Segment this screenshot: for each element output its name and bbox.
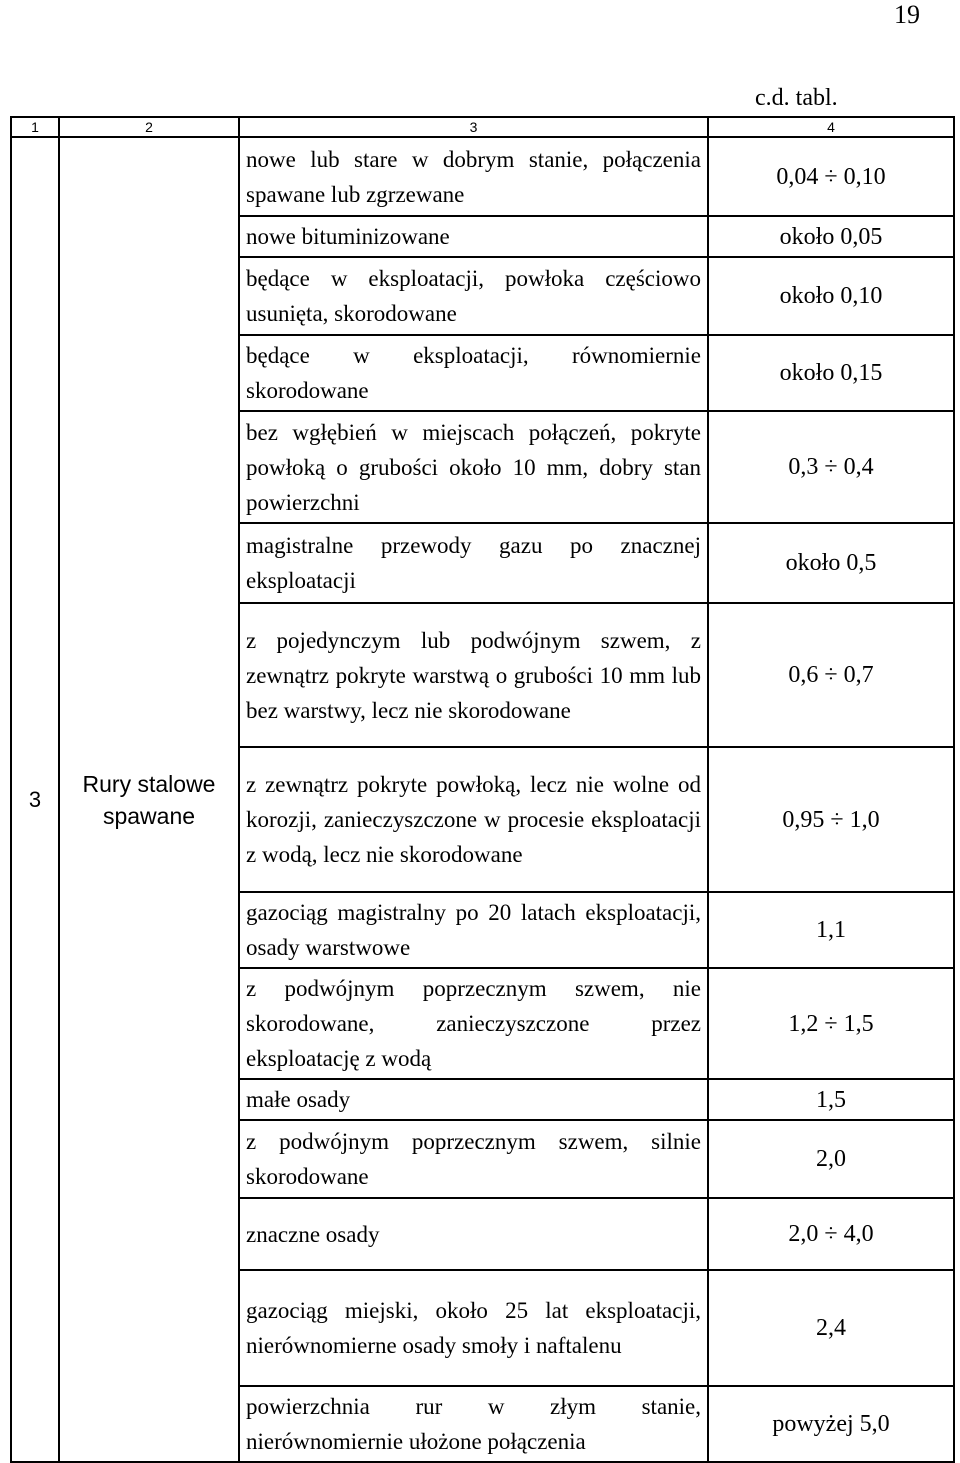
row-description: znaczne osady	[239, 1198, 708, 1270]
row-value: około 0,5	[708, 523, 954, 603]
row-value: około 0,15	[708, 335, 954, 411]
row-value: 0,3 ÷ 0,4	[708, 411, 954, 523]
row-value: 1,2 ÷ 1,5	[708, 968, 954, 1079]
row-value: 2,4	[708, 1270, 954, 1386]
row-description: z podwójnym poprzecznym szwem, silnie skorodowane	[239, 1120, 708, 1198]
row-description: będące w eksploatacji, równomiernie skorodowane	[239, 335, 708, 411]
group-number: 3	[11, 137, 59, 1462]
column-header-3: 3	[239, 117, 708, 137]
row-value: 0,04 ÷ 0,10	[708, 137, 954, 216]
row-description: z zewnątrz pokryte powłoką, lecz nie wolne od korozji, zanieczyszczone w procesie eksploatacji z wodą, lecz nie skorodowane	[239, 747, 708, 892]
row-description: będące w eksploatacji, powłoka częściowo usunięta, skorodowane	[239, 257, 708, 335]
row-description: magistralne przewody gazu po znacznej eksploatacji	[239, 523, 708, 603]
row-description: bez wgłębień w miejscach połączeń, pokryte powłoką o grubości około 10 mm, dobry stan powierzchni	[239, 411, 708, 523]
column-header-4: 4	[708, 117, 954, 137]
pipe-type-line2: spawane	[102, 802, 196, 829]
row-value: 0,6 ÷ 0,7	[708, 603, 954, 747]
row-value: 2,0 ÷ 4,0	[708, 1198, 954, 1270]
row-description: z podwójnym poprzecznym szwem, nie skorodowane, zanieczyszczone przez eksploatację z wodą	[239, 968, 708, 1079]
pipe-type-line1: Rury stalowe	[82, 770, 216, 797]
column-number-header-row	[11, 117, 954, 137]
table-continuation-label: c.d. tabl.	[755, 85, 838, 111]
row-value: 2,0	[708, 1120, 954, 1198]
row-value: 1,5	[708, 1079, 954, 1120]
row-description: powierzchnia rur w złym stanie, nierównomiernie ułożone połączenia	[239, 1386, 708, 1462]
row-description: gazociąg miejski, około 25 lat eksploatacji, nierównomierne osady smoły i naftalenu	[239, 1270, 708, 1386]
table-row	[11, 137, 954, 216]
column-header-2: 2	[59, 117, 239, 137]
roughness-table	[10, 116, 955, 1463]
row-value: około 0,10	[708, 257, 954, 335]
row-description: z pojedynczym lub podwójnym szwem, z zewnątrz pokryte warstwą o grubości 10 mm lub bez warstwy, lecz nie skorodowane	[239, 603, 708, 747]
page-number: 19	[894, 0, 920, 29]
row-value: około 0,05	[708, 216, 954, 257]
row-description: nowe bituminizowane	[239, 216, 708, 257]
row-value: 0,95 ÷ 1,0	[708, 747, 954, 892]
row-value: powyżej 5,0	[708, 1386, 954, 1462]
row-description: małe osady	[239, 1079, 708, 1120]
pipe-type-cell	[59, 137, 239, 1462]
column-header-1: 1	[11, 117, 59, 137]
row-description: nowe lub stare w dobrym stanie, połączenia spawane lub zgrzewane	[239, 137, 708, 216]
row-value: 1,1	[708, 892, 954, 968]
row-description: gazociąg magistralny po 20 latach eksploatacji, osady warstwowe	[239, 892, 708, 968]
